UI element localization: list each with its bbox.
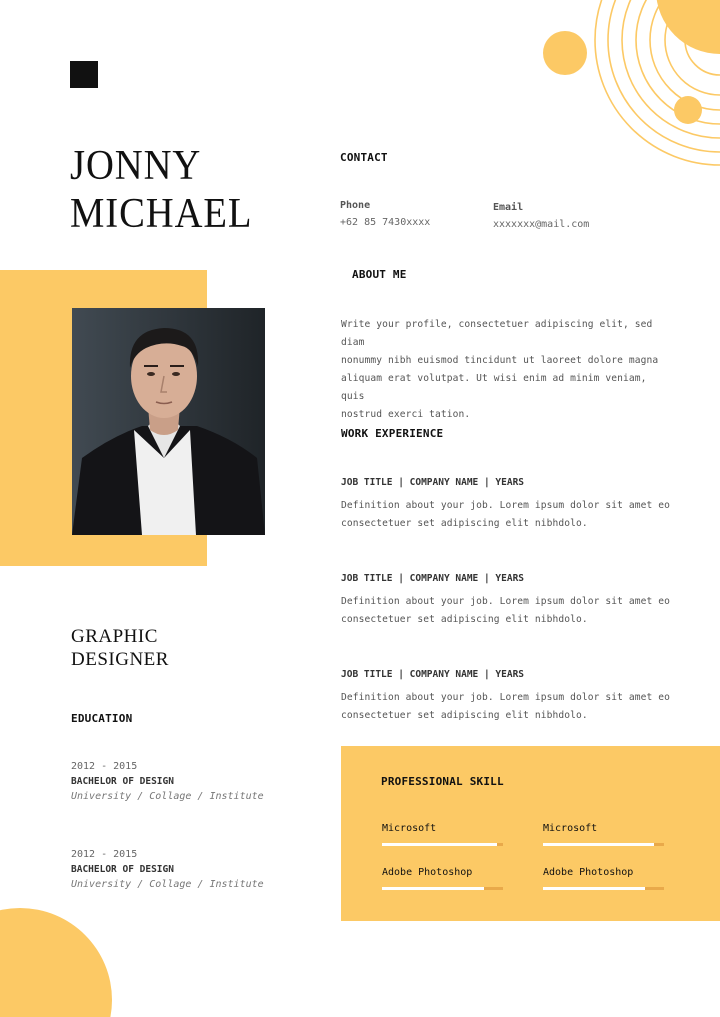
education-school: University / Collage / Institute [71, 879, 264, 890]
education-degree: BACHELOR OF DESIGN [71, 864, 174, 875]
job-title [71, 625, 169, 671]
work-entry [341, 477, 681, 533]
about-line: nostrud exerci tation. [341, 409, 471, 420]
education-years: 2012 - 2015 [71, 761, 138, 772]
about-title: ABOUT ME [352, 268, 407, 281]
skill-item [382, 867, 503, 890]
skill-name: Microsoft [382, 823, 437, 834]
logo-square [70, 61, 98, 88]
education-degree: BACHELOR OF DESIGN [71, 776, 174, 787]
email-value: xxxxxxx@mail.com [493, 219, 590, 230]
about-line: Write your profile, consectetuer adipiscing elit, sed diam [341, 319, 653, 348]
skill-bar-fill [382, 843, 497, 846]
work-desc-line: consectetuer set adipiscing elit nibhdolo. [341, 518, 588, 529]
work-desc-line: consectetuer set adipiscing elit nibhdolo. [341, 614, 588, 625]
about-line: nonummy nibh euismod tincidunt ut laoreet dolore magna [341, 355, 659, 366]
work-entry [341, 573, 681, 629]
profile-photo [72, 308, 265, 535]
work-title: WORK EXPERIENCE [341, 427, 444, 440]
skill-item [382, 823, 503, 846]
skill-bar-fill [543, 843, 654, 846]
work-heading: JOB TITLE | COMPANY NAME | YEARS [341, 669, 525, 680]
skill-bar-track [543, 843, 664, 846]
work-desc-line: Definition about your job. Lorem ipsum dolor sit amet eo [341, 500, 671, 511]
work-heading: JOB TITLE | COMPANY NAME | YEARS [341, 477, 525, 488]
work-entry [341, 669, 681, 725]
skill-item [543, 867, 664, 890]
name-first: JONNY [70, 143, 202, 189]
skills-title: PROFESSIONAL SKILL [381, 775, 504, 788]
education-entry [71, 849, 264, 890]
skill-bar-fill [543, 887, 645, 890]
job-title-line2: DESIGNER [71, 649, 169, 670]
skill-name: Adobe Photoshop [543, 867, 634, 878]
skill-name: Adobe Photoshop [382, 867, 473, 878]
skill-bar-track [382, 843, 503, 846]
skill-item [543, 823, 664, 846]
contact-title: CONTACT [340, 151, 388, 164]
phone-value: +62 85 7430xxxx [340, 217, 431, 228]
phone-label: Phone [340, 200, 371, 211]
job-title-line1: GRAPHIC [71, 626, 158, 647]
skills-panel [341, 746, 720, 921]
work-desc-line: Definition about your job. Lorem ipsum dolor sit amet eo [341, 596, 671, 607]
about-text [341, 316, 671, 424]
about-line: aliquam erat volutpat. Ut wisi enim ad minim veniam, quis [341, 373, 647, 402]
education-entry [71, 761, 264, 802]
skill-bar-fill [382, 887, 484, 890]
email-label: Email [493, 202, 524, 213]
skill-name: Microsoft [543, 823, 598, 834]
education-school: University / Collage / Institute [71, 791, 264, 802]
education-years: 2012 - 2015 [71, 849, 138, 860]
skill-bar-track [543, 887, 664, 890]
skill-bar-track [382, 887, 503, 890]
work-heading: JOB TITLE | COMPANY NAME | YEARS [341, 573, 525, 584]
education-title: EDUCATION [71, 712, 133, 725]
work-desc-line: Definition about your job. Lorem ipsum dolor sit amet eo [341, 692, 671, 703]
name-last: MICHAEL [70, 191, 253, 237]
work-desc-line: consectetuer set adipiscing elit nibhdolo. [341, 710, 588, 721]
